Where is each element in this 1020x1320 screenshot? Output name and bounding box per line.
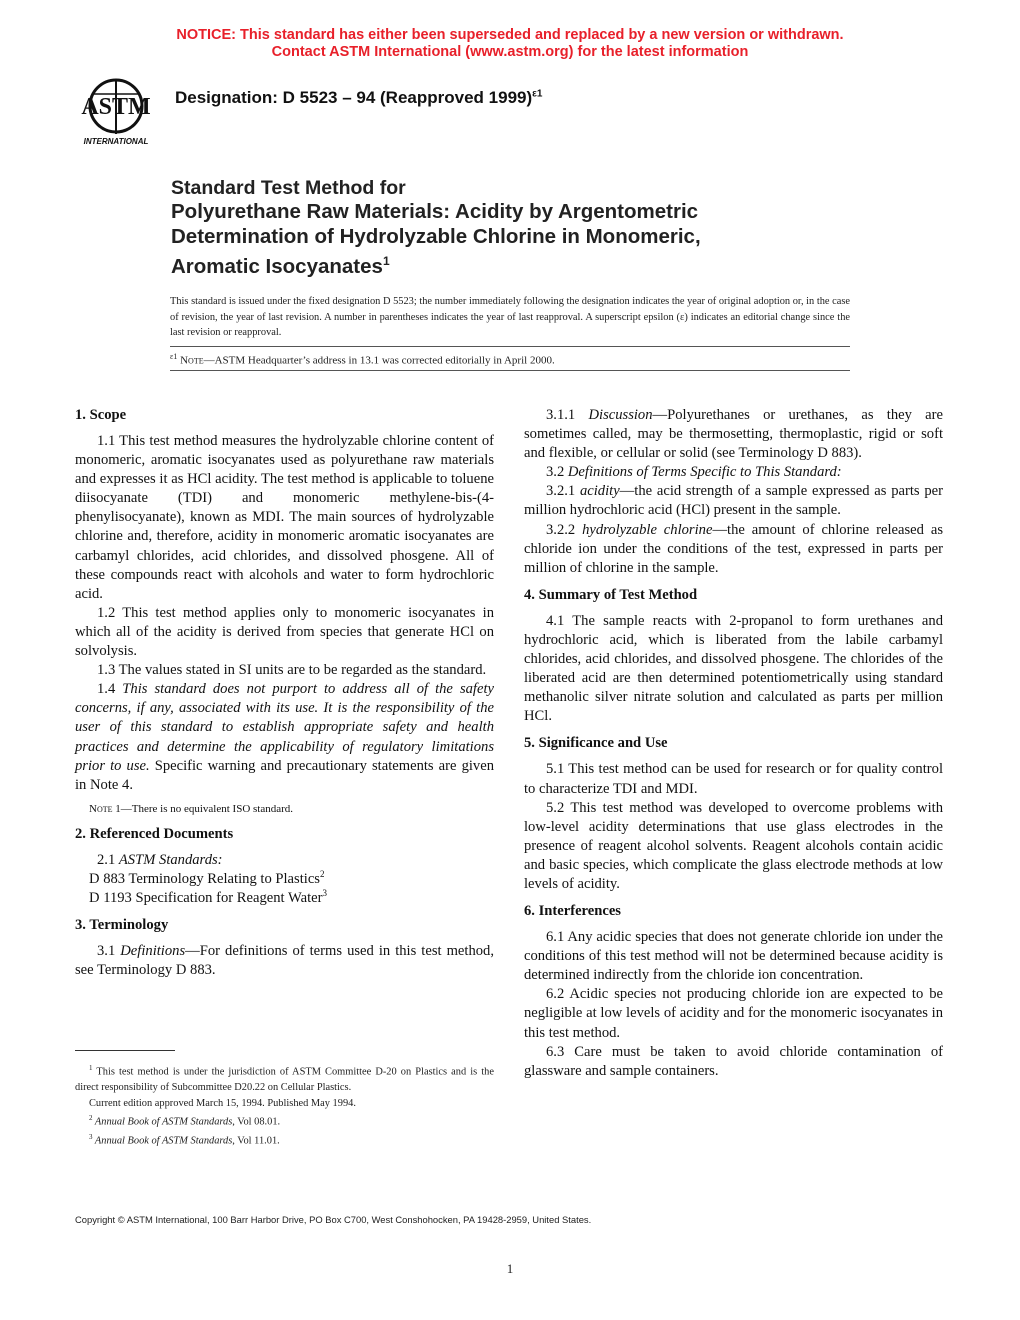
footnotes bbox=[75, 1061, 494, 1149]
paragraph-3-1-tail: —For definitions of terms used in this test method, see Terminology D 883. bbox=[75, 943, 495, 979]
paragraph-1-3: 1.3 The values stated in SI units are to be regarded as the standard. bbox=[97, 662, 487, 679]
paragraph-3-2-number: 3.2 bbox=[546, 464, 568, 481]
footnote-3-volume: , Vol 11.01. bbox=[232, 1135, 280, 1147]
paragraph-3-2-2-tail: —the amount of chlorine released as chloride ion under the conditions of the test, expressed in parts per million of chlorine in the sample. bbox=[524, 521, 943, 576]
footnote-2 bbox=[75, 1111, 494, 1130]
section-heading-referenced-documents: 2. Referenced Documents bbox=[75, 825, 234, 842]
title-line-1: Standard Test Method for bbox=[171, 177, 406, 199]
section-heading-terminology: 3. Terminology bbox=[75, 917, 169, 934]
footnote-2-mark: 2 bbox=[89, 1114, 93, 1123]
issuance-statement: This standard is issued under the fixed designation D 5523; the number immediately following the designation indicates the year of original adoption or, in the case of revision, the year of last revision. A number in parentheses indicates the year of last reapproval. A superscript epsilon (ε) indicates an editorial change since the last revision or reapproval. bbox=[170, 296, 851, 338]
page-number: 1 bbox=[506, 1261, 514, 1276]
paragraph-3-2-label: Definitions of Terms Specific to This Standard: bbox=[567, 464, 842, 481]
notice-line-2: Contact ASTM International (www.astm.org) for the latest information bbox=[271, 44, 749, 60]
footnote-2-title: Annual Book of ASTM Standards bbox=[92, 1116, 233, 1128]
footnote-3-title: Annual Book of ASTM Standards bbox=[92, 1135, 233, 1147]
footnote-divider bbox=[75, 1050, 175, 1051]
editorial-note-label: Note bbox=[180, 354, 204, 367]
paragraph-6-2: 6.2 Acidic species not producing chloride ion are expected to be negligible at low levels of acidity and for the monomeric isocyanates in this test method. bbox=[524, 986, 943, 1041]
paragraph-4-1: 4.1 The sample reacts with 2-propanol to form urethanes and hydrochloric acid, which is liberated from the labile carbamyl chlorides, acid chlorides, and dissolved phosgene. The chlorides of the liberated acid are then determined potentiometrically using standard methanolic silver nitrate solution and calculated as parts per million HCl. bbox=[524, 612, 943, 725]
document-title bbox=[171, 176, 871, 279]
editorial-note bbox=[170, 352, 555, 367]
footnote-1-edition: Current edition approved March 15, 1994. Published May 1994. bbox=[89, 1097, 356, 1109]
footnote-1 bbox=[75, 1061, 494, 1096]
paragraph-1-1: 1.1 This test method measures the hydrolyzable chlorine content of monomeric, aromatic isocyanates used as polyurethane raw materials and expresses it as HCl acidity. The test method is applicable to toluene diisocyanate (TDI) and monomeric methylene-bis-(4-phenylisocyanate), known as MDI. The main sources of hydrolyzable chlorine and, therefore, acidity in monomeric aromatic isocyanates are carbamyl chlorides, acid chlorides, and dissolved phosgene. All of these compounds react with alcohols and water to form hydrochloric acid. bbox=[75, 433, 494, 602]
paragraph-3-2-2-term: hydrolyzable chlorine bbox=[582, 521, 713, 538]
divider-top bbox=[170, 346, 850, 347]
notice-line-1: NOTICE: This standard has either been superseded and replaced by a new version or withdrawn. bbox=[176, 27, 844, 43]
note-1-label: Note bbox=[89, 802, 113, 815]
designation-epsilon: ε1 bbox=[532, 88, 543, 100]
astm-logo-icon bbox=[72, 76, 164, 148]
reference-d883-text: D 883 Terminology Relating to Plastics bbox=[89, 870, 320, 887]
divider-bottom bbox=[170, 370, 850, 371]
footnote-3-mark: 3 bbox=[89, 1133, 93, 1142]
paragraph-5-2: 5.2 This test method was developed to overcome problems with low-level acidity determinations that use glass electrodes in the presence of reagent alcohol solvents. Reagent alcohols contain acidic and basic species, which complicate the glass electrode methods at low levels of acidity. bbox=[524, 799, 943, 892]
reference-d1193-mark: 3 bbox=[322, 888, 327, 899]
paragraph-3-1-number: 3.1 bbox=[97, 943, 121, 960]
paragraph-3-1-1-tail: —Polyurethanes or urethanes, as they are sometimes called, may be thermosetting, thermoplastic, rigid or soft and flexible, or cellular or solid (see Terminology D 883). bbox=[524, 407, 943, 462]
designation bbox=[175, 88, 542, 108]
section-heading-summary: 4. Summary of Test Method bbox=[524, 586, 698, 603]
reference-d1193 bbox=[75, 889, 494, 908]
paragraph-3-1-1-term: Discussion bbox=[588, 407, 653, 423]
paragraph-6-3: 6.3 Care must be taken to avoid chloride contamination of glassware and sample containers. bbox=[524, 1043, 943, 1079]
paragraph-3-2-1 bbox=[524, 482, 943, 520]
section-heading-interferences: 6. Interferences bbox=[524, 903, 621, 920]
logo-subtitle: INTERNATIONAL bbox=[83, 137, 149, 146]
astm-logo bbox=[72, 76, 164, 148]
footnote-1-text: This test method is under the jurisdiction of ASTM Committee D-20 on Plastics and is the direct responsibility of Subcommittee D20.22 on Cellular Plastics. bbox=[75, 1066, 494, 1094]
note-1 bbox=[75, 802, 494, 817]
paragraph-3-1-1-number: 3.1.1 bbox=[546, 407, 589, 423]
paragraph-1-2: 1.2 This test method applies only to monomeric isocyanates in which all of the acidity is derived from species that generate HCl on solvolysis. bbox=[75, 604, 494, 660]
paragraph-3-1 bbox=[75, 942, 494, 980]
logo-letters: ASTM bbox=[81, 94, 151, 120]
left-column bbox=[75, 406, 494, 980]
right-column bbox=[524, 406, 943, 1081]
paragraph-2-1-number: 2.1 bbox=[97, 851, 119, 868]
paragraph-3-2-1-term: acidity bbox=[579, 483, 620, 500]
withdrawal-notice bbox=[0, 27, 1020, 61]
paragraph-1-4-safety: This standard does not purport to address all of the safety concerns, if any, associated with its use. It is the responsibility of the user of this standard to establish appropriate safety and health practices and determine the applicability of regulatory limitations prior to use. bbox=[75, 681, 494, 774]
paragraph-3-2-1-tail: —the acid strength of a sample expressed as parts per million hydrochloric acid (HCl) present in the sample. bbox=[524, 483, 943, 519]
footnote-3 bbox=[75, 1130, 494, 1149]
designation-text: Designation: D 5523 – 94 (Reapproved 1999) bbox=[175, 88, 533, 107]
editorial-note-mark: ε1 bbox=[170, 352, 178, 361]
paragraph-3-1-term: Definitions bbox=[120, 943, 186, 960]
paragraph-2-1 bbox=[75, 851, 494, 870]
paragraph-3-1-1 bbox=[524, 406, 943, 463]
editorial-note-text: —ASTM Headquarter’s address in 13.1 was corrected editorially in April 2000. bbox=[203, 354, 555, 367]
copyright-line: Copyright © ASTM International, 100 Barr Harbor Drive, PO Box C700, West Conshohocken, PA 19428-2959, United States. bbox=[75, 1214, 592, 1225]
paragraph-3-2-2-number: 3.2.2 bbox=[546, 521, 583, 538]
section-heading-scope: 1. Scope bbox=[75, 407, 127, 423]
paragraph-1-4-tail: Specific warning and precautionary statements are given in Note 4. bbox=[75, 757, 495, 793]
paragraph-1-4-number: 1.4 bbox=[97, 681, 123, 698]
paragraph-2-1-label: ASTM Standards: bbox=[118, 851, 223, 868]
paragraph-3-2-1-number: 3.2.1 bbox=[546, 483, 580, 500]
note-1-text: 1—There is no equivalent ISO standard. bbox=[112, 802, 294, 815]
footnote-1-mark: 1 bbox=[89, 1064, 93, 1072]
reference-d883 bbox=[75, 870, 494, 889]
title-line-3: Determination of Hydrolyzable Chlorine in Monomeric, bbox=[171, 224, 701, 248]
paragraph-3-2 bbox=[524, 463, 943, 482]
paragraph-3-2-2 bbox=[524, 521, 943, 578]
paragraph-1-4 bbox=[75, 680, 494, 795]
title-footnote-mark: 1 bbox=[382, 254, 390, 268]
title-line-4: Aromatic Isocyanates bbox=[171, 254, 383, 278]
paragraph-6-1: 6.1 Any acidic species that does not generate chloride ion under the conditions of this test method will not be determined because acidity is determined indirectly from the chloride ion concentration. bbox=[524, 929, 943, 984]
reference-d1193-text: D 1193 Specification for Reagent Water bbox=[89, 889, 323, 906]
section-heading-significance: 5. Significance and Use bbox=[524, 735, 668, 752]
title-line-2: Polyurethane Raw Materials: Acidity by Argentometric bbox=[171, 200, 699, 223]
paragraph-5-1: 5.1 This test method can be used for research or for quality control to characterize TDI and MDI. bbox=[524, 761, 943, 797]
footnote-2-volume: , Vol 08.01. bbox=[232, 1116, 281, 1128]
reference-d883-mark: 2 bbox=[319, 869, 325, 880]
